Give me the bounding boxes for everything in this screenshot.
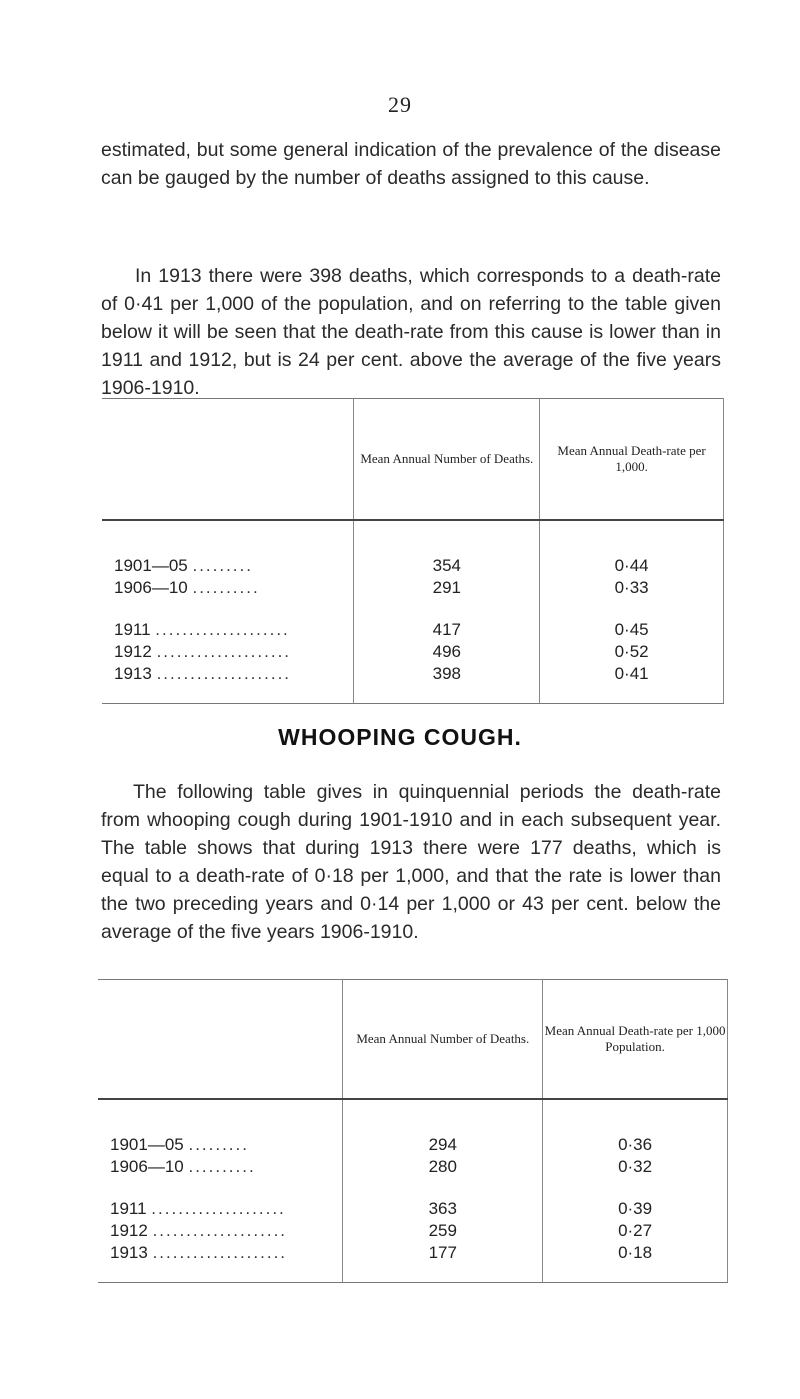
rate-cell: 0·52 bbox=[540, 641, 724, 663]
rate-cell: 0·18 bbox=[543, 1242, 728, 1264]
whooping-cough-paragraph-text: The following table gives in quinquennial periods the death-rate from whooping cough during 1901-1910 and in each subsequent year. The table shows that during 1913 there were 177 deaths, which is equal to a death-rate of 0·18 per 1,000, and that the rate is lower than the two preceding years and 0·14 per 1,000 or 43 per cent. below the average of the five years 1906-1910. bbox=[101, 781, 721, 943]
rate-cell: 0·41 bbox=[540, 663, 724, 685]
period-header bbox=[102, 399, 354, 521]
table-row bbox=[102, 641, 724, 663]
rate-header: Mean Annual Death-rate per 1,000. bbox=[540, 399, 724, 521]
table-row bbox=[102, 619, 724, 641]
deaths-cell: 398 bbox=[354, 663, 540, 685]
table-row bbox=[98, 1242, 728, 1264]
rate-cell: 0·39 bbox=[543, 1198, 728, 1220]
table-row bbox=[102, 577, 724, 599]
deaths-cell: 294 bbox=[343, 1134, 543, 1156]
period-cell: 1901—05 ......... bbox=[98, 1134, 343, 1156]
period-header bbox=[98, 980, 343, 1100]
paragraph-1913-text: In 1913 there were 398 deaths, which corresponds to a death-rate of 0·41 per 1,000 of the population, and on referring to the table given below it will be seen that the death-rate from this cause is lower than in 1911 and 1912, but is 24 per cent. above the average of the five years 1906-1910. bbox=[101, 265, 721, 399]
period-cell: 1906—10 .......... bbox=[102, 577, 354, 599]
table-header-row bbox=[98, 980, 728, 1100]
period-cell: 1906—10 .......... bbox=[98, 1156, 343, 1178]
period-cell: 1912 .................... bbox=[102, 641, 354, 663]
rate-header: Mean Annual Death-rate per 1,000 Population. bbox=[543, 980, 728, 1100]
table-row bbox=[98, 1198, 728, 1220]
deaths-cell: 354 bbox=[354, 555, 540, 577]
rate-cell: 0·32 bbox=[543, 1156, 728, 1178]
intro-paragraph-text: estimated, but some general indication of the prevalence of the disease can be gauged by the number of deaths assigned to this cause. bbox=[101, 139, 721, 189]
table-row bbox=[102, 663, 724, 685]
table-row bbox=[98, 1220, 728, 1242]
whooping-cough-table bbox=[98, 979, 728, 1283]
table-row bbox=[102, 555, 724, 577]
deaths-header: Mean Annual Number of Deaths. bbox=[354, 399, 540, 521]
period-cell: 1901—05 ......... bbox=[102, 555, 354, 577]
period-cell: 1913 .................... bbox=[102, 663, 354, 685]
deaths-cell: 291 bbox=[354, 577, 540, 599]
rate-cell: 0·45 bbox=[540, 619, 724, 641]
rate-cell: 0·27 bbox=[543, 1220, 728, 1242]
deaths-cell: 259 bbox=[343, 1220, 543, 1242]
death-rate-table bbox=[102, 398, 724, 704]
rate-cell: 0·44 bbox=[540, 555, 724, 577]
whooping-cough-heading: WHOOPING COUGH. bbox=[278, 724, 522, 750]
deaths-cell: 363 bbox=[343, 1198, 543, 1220]
deaths-cell: 177 bbox=[343, 1242, 543, 1264]
rate-cell: 0·36 bbox=[543, 1134, 728, 1156]
table-header-row bbox=[102, 399, 724, 521]
table-row bbox=[98, 1134, 728, 1156]
period-cell: 1911 .................... bbox=[98, 1198, 343, 1220]
page-number: 29 bbox=[388, 92, 412, 117]
paragraph-1913 bbox=[101, 262, 721, 402]
deaths-cell: 280 bbox=[343, 1156, 543, 1178]
table-row bbox=[98, 1156, 728, 1178]
period-cell: 1912 .................... bbox=[98, 1220, 343, 1242]
rate-cell: 0·33 bbox=[540, 577, 724, 599]
deaths-cell: 496 bbox=[354, 641, 540, 663]
deaths-header: Mean Annual Number of Deaths. bbox=[343, 980, 543, 1100]
whooping-cough-paragraph bbox=[101, 778, 721, 946]
deaths-cell: 417 bbox=[354, 619, 540, 641]
period-cell: 1913 .................... bbox=[98, 1242, 343, 1264]
intro-paragraph bbox=[101, 136, 721, 192]
period-cell: 1911 .................... bbox=[102, 619, 354, 641]
